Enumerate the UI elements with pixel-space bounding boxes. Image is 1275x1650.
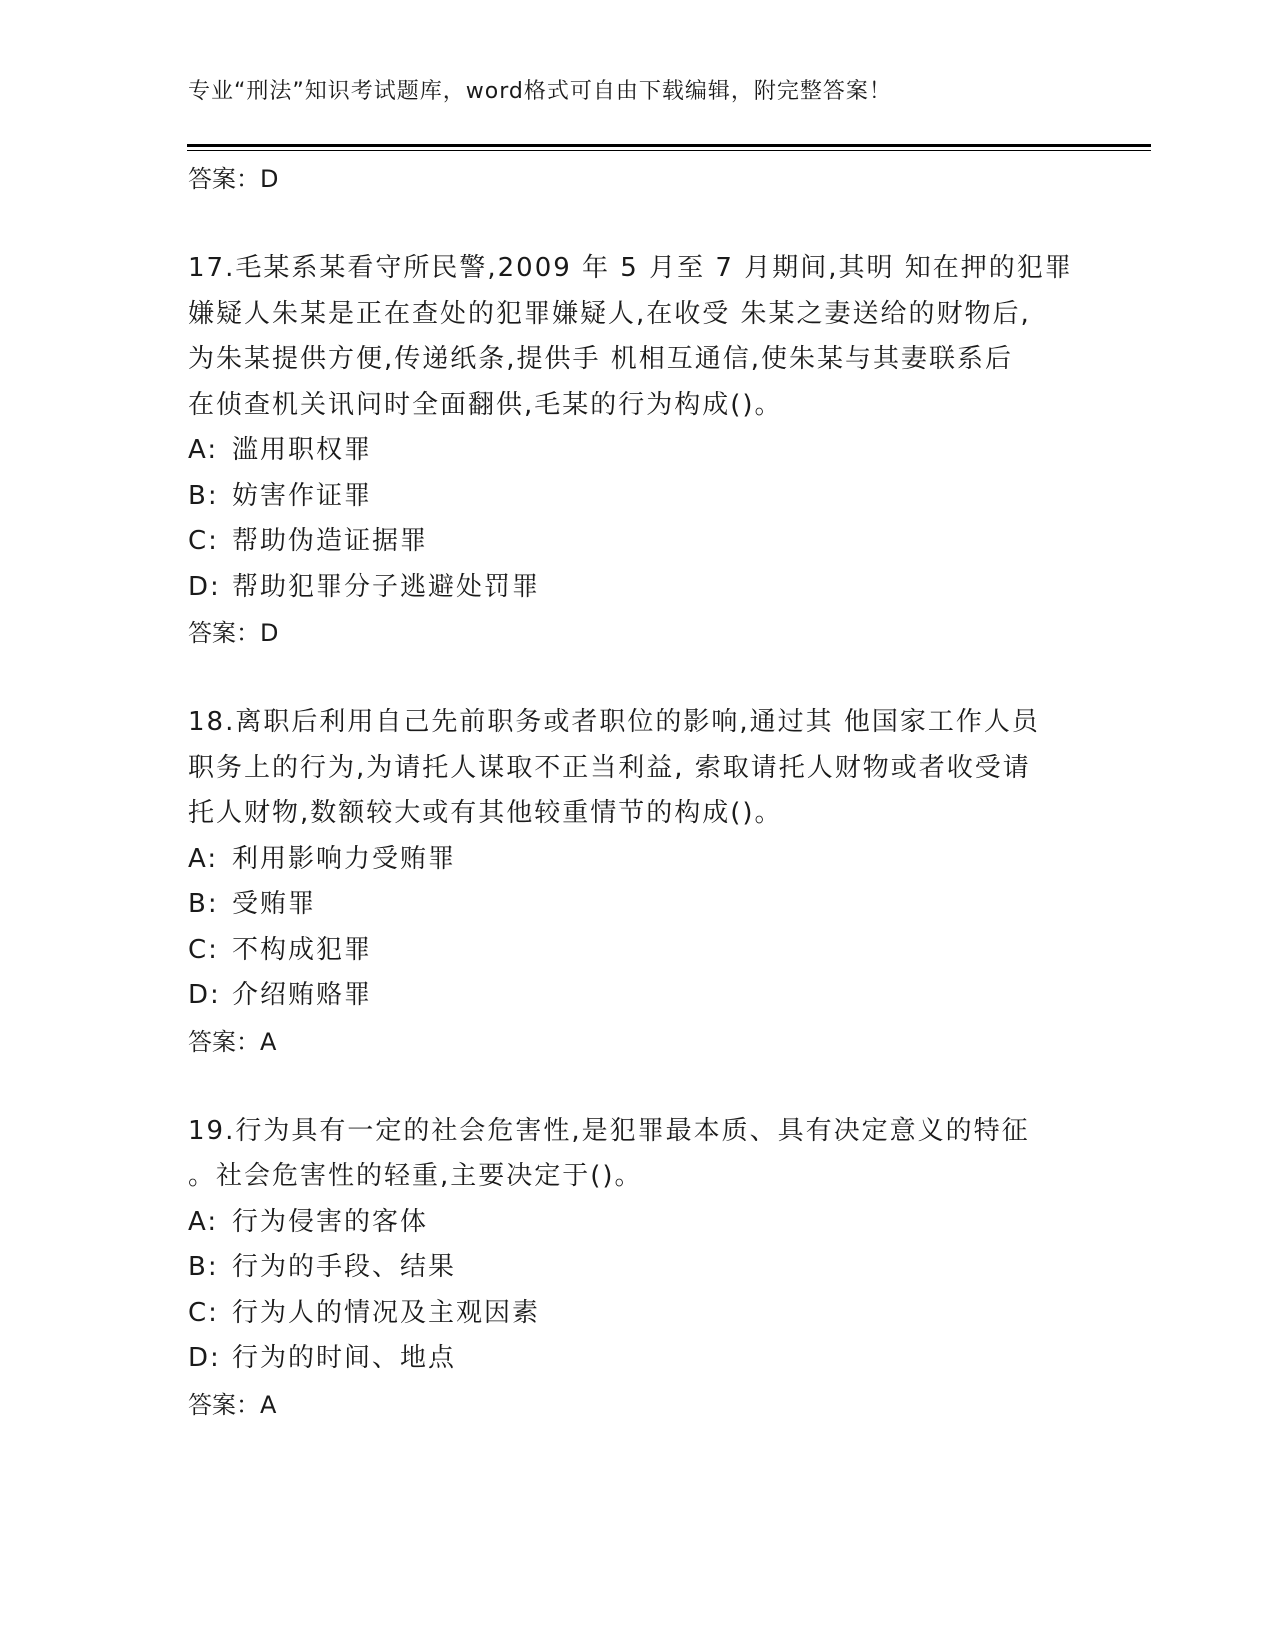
question-line: 18.离职后利用自己先前职务或者职位的影响,通过其 他国家工作人员 bbox=[188, 707, 1040, 737]
option-text: 介绍贿赂罪 bbox=[232, 980, 373, 1010]
option-key: C: bbox=[188, 934, 219, 965]
question-19 bbox=[188, 1109, 1088, 1428]
option-key: D: bbox=[188, 980, 221, 1010]
option-text: 行为的时间、地点 bbox=[232, 1343, 457, 1373]
option-key: A: bbox=[188, 843, 219, 874]
option-key: B: bbox=[188, 889, 219, 919]
page-header: 专业“刑法”知识考试题库，word格式可自由下载编辑，附完整答案！ bbox=[188, 79, 892, 104]
question-line: 19.行为具有一定的社会危害性,是犯罪最本质、具有决定意义的特征 bbox=[188, 1115, 1030, 1146]
header-rule-thick bbox=[187, 144, 1151, 147]
spacer bbox=[188, 1065, 1088, 1109]
option-key: C: bbox=[188, 526, 219, 556]
option-a bbox=[188, 1200, 1088, 1246]
spacer bbox=[188, 656, 1088, 700]
option-d bbox=[188, 565, 1088, 611]
option-key: D: bbox=[188, 571, 221, 602]
option-text: 行为人的情况及主观因素 bbox=[232, 1297, 541, 1328]
question-line: 托人财物,数额较大或有其他较重情节的构成()。 bbox=[188, 798, 783, 828]
option-b bbox=[188, 882, 1088, 928]
option-b bbox=[188, 1245, 1088, 1291]
spacer bbox=[188, 202, 1088, 246]
question-line: 职务上的行为,为请托人谋取不正当利益, 索取请托人财物或者收受请 bbox=[188, 752, 1031, 783]
question-line: 。社会危害性的轻重,主要决定于()。 bbox=[188, 1161, 643, 1191]
option-key: D: bbox=[188, 1343, 221, 1373]
option-b bbox=[188, 474, 1088, 520]
option-text: 妨害作证罪 bbox=[232, 480, 373, 511]
option-a bbox=[188, 837, 1088, 883]
option-key: B: bbox=[188, 480, 219, 511]
question-line: 为朱某提供方便,传递纸条,提供手 机相互通信,使朱某与其妻联系后 bbox=[188, 344, 1014, 374]
answer: 答案：A bbox=[188, 1390, 277, 1419]
option-key: A: bbox=[188, 435, 219, 465]
option-key: B: bbox=[188, 1252, 219, 1282]
question-line: 嫌疑人朱某是正在查处的犯罪嫌疑人,在收受 朱某之妻送给的财物后, bbox=[188, 298, 1031, 329]
header-rule-thin bbox=[187, 150, 1151, 151]
option-text: 利用影响力受贿罪 bbox=[232, 843, 457, 874]
answer: 答案：A bbox=[188, 1027, 277, 1056]
option-text: 行为侵害的客体 bbox=[232, 1206, 429, 1237]
option-key: A: bbox=[188, 1206, 219, 1237]
option-c bbox=[188, 1291, 1088, 1337]
option-c bbox=[188, 928, 1088, 974]
previous-answer: 答案：D bbox=[188, 165, 279, 193]
option-c bbox=[188, 519, 1088, 565]
question-17 bbox=[188, 246, 1088, 656]
option-key: C: bbox=[188, 1297, 219, 1328]
question-line: 17.毛某系某看守所民警,2009 年 5 月至 7 月期间,其明 知在押的犯罪 bbox=[188, 253, 1073, 283]
option-text: 帮助犯罪分子逃避处罚罪 bbox=[232, 571, 541, 602]
option-d bbox=[188, 973, 1088, 1019]
option-text: 行为的手段、结果 bbox=[232, 1252, 457, 1282]
question-line: 在侦查机关讯问时全面翻供,毛某的行为构成()。 bbox=[188, 389, 783, 420]
question-18 bbox=[188, 700, 1088, 1065]
option-text: 帮助伪造证据罪 bbox=[232, 526, 429, 556]
document-body bbox=[188, 156, 1088, 1428]
option-text: 不构成犯罪 bbox=[232, 934, 373, 965]
option-a bbox=[188, 428, 1088, 474]
answer: 答案：D bbox=[188, 619, 279, 647]
option-d bbox=[188, 1336, 1088, 1382]
option-text: 受贿罪 bbox=[232, 889, 317, 919]
option-text: 滥用职权罪 bbox=[232, 435, 373, 465]
